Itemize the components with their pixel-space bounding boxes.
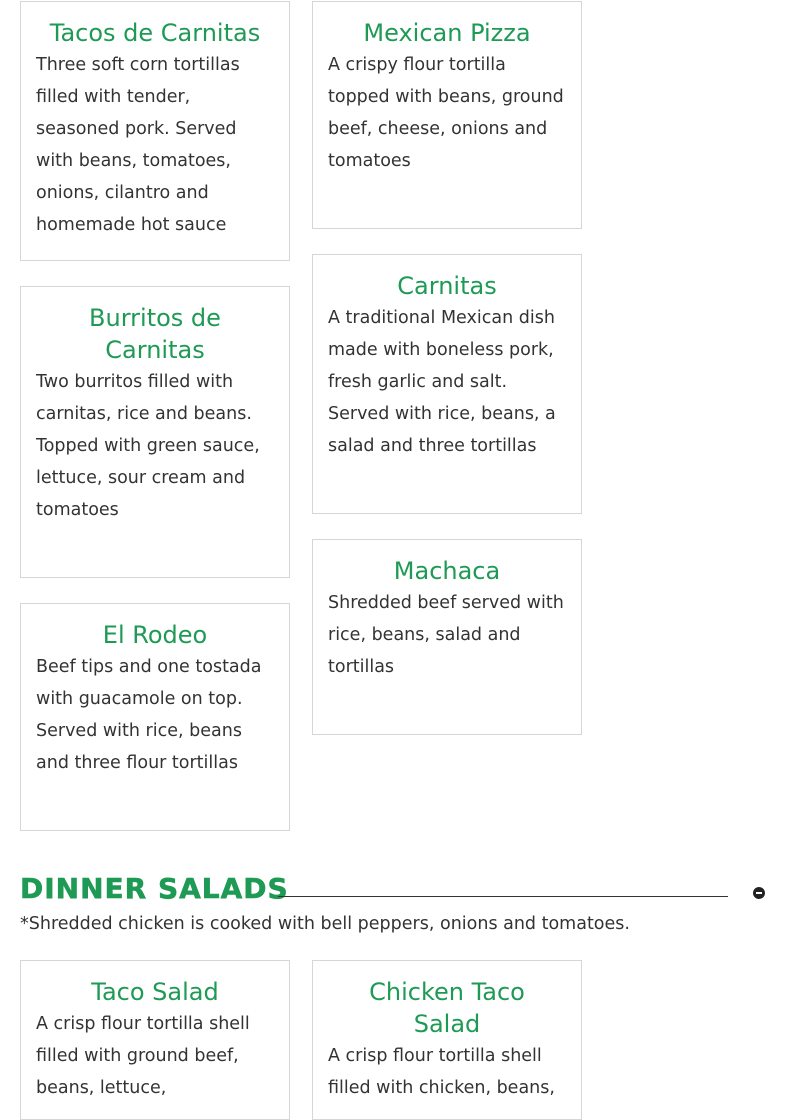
menu-item-card (312, 539, 582, 735)
menu-item-card (312, 254, 582, 514)
menu-item-card (20, 1, 290, 261)
menu-item-title: Taco Salad (91, 978, 219, 1006)
menu-item-description: A crisp flour tortilla shell filled with chicken, beans, (328, 1046, 555, 1098)
menu-item-description: Three soft corn tortillas filled with tender, seasoned pork. Served with beans, tomatoes, onions, cilantro and homemade hot sauce (36, 55, 240, 235)
menu-item-title: Tacos de Carnitas (49, 19, 261, 47)
menu-item-description: A crisp flour tortilla shell filled with ground beef, beans, lettuce, (36, 1014, 250, 1098)
menu-item-card (312, 960, 582, 1120)
menu-item-title: El Rodeo (102, 621, 208, 649)
section-note: *Shredded chicken is cooked with bell peppers, onions and tomatoes. (20, 914, 630, 934)
menu-item-title: Burritos de Carnitas (89, 304, 221, 364)
menu-item-card (20, 286, 290, 578)
menu-item-description: A crispy flour tortilla topped with beans, ground beef, cheese, onions and tomatoes (328, 55, 564, 171)
menu-item-description: Beef tips and one tostada with guacamole on top. Served with rice, beans and three flour tortillas (36, 657, 262, 773)
menu-item-description: Two burritos filled with carnitas, rice and beans. Topped with green sauce, lettuce, sour cream and tomatoes (36, 372, 260, 520)
menu-item-card (20, 603, 290, 831)
menu-item-card (312, 1, 582, 229)
menu-item-title: Mexican Pizza (363, 19, 531, 47)
menu-item-title: Chicken Taco Salad (369, 978, 525, 1038)
menu-item-description: A traditional Mexican dish made with boneless pork, fresh garlic and salt. Served with rice, beans, a salad and three tortillas (328, 308, 556, 456)
menu-item-card (20, 960, 290, 1120)
menu-item-title: Machaca (393, 557, 501, 585)
menu-item-title: Carnitas (397, 272, 497, 300)
minus-circle-icon[interactable] (753, 887, 765, 899)
section-heading: DINNER SALADS (20, 872, 289, 905)
menu-item-description: Shredded beef served with rice, beans, salad and tortillas (328, 593, 564, 677)
section-divider (278, 896, 728, 897)
